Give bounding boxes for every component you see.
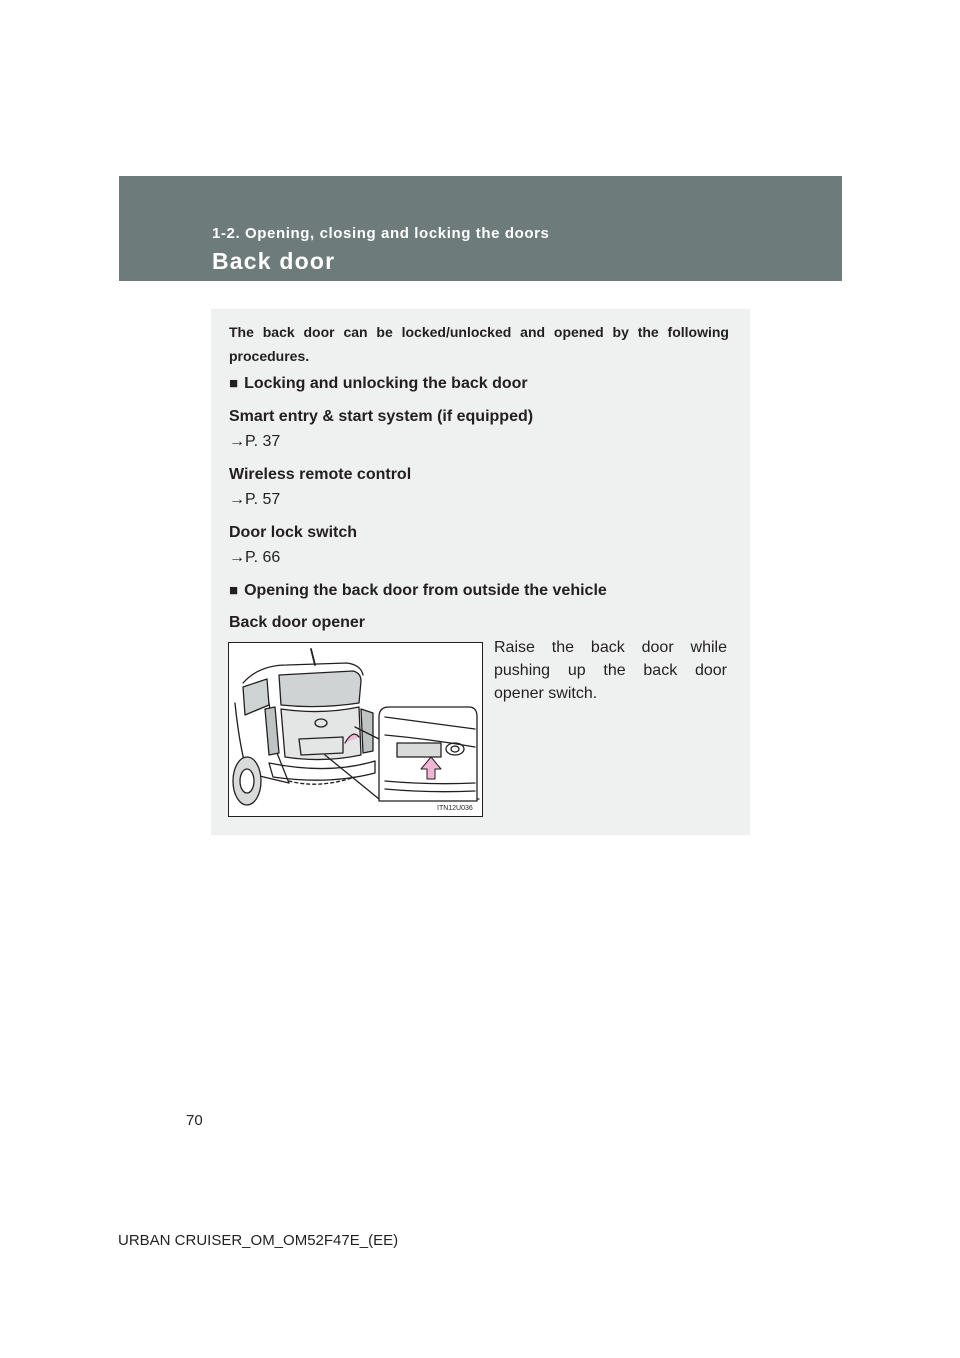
section-label: 1-2. Opening, closing and locking the doors <box>212 225 550 242</box>
page-ref-door-lock-switch: →P. 66 <box>229 549 281 566</box>
back-door-illustration <box>228 642 483 817</box>
opener-description: Raise the back door while pushing up the back door opener switch. <box>494 639 727 702</box>
page-title: Back door <box>212 248 336 274</box>
subheading-opening <box>229 582 607 600</box>
square-bullet-icon: ■ <box>229 582 239 599</box>
item-smart-entry: Smart entry & start system (if equipped) <box>229 408 534 425</box>
subheading-locking-text: Locking and unlocking the back door <box>244 375 528 392</box>
header-band <box>119 176 842 281</box>
item-door-lock-switch: Door lock switch <box>229 524 358 541</box>
subheading-opening-text: Opening the back door from outside the vehicle <box>244 582 607 599</box>
content-panel <box>211 309 750 835</box>
page-ref-wireless-remote: →P. 57 <box>229 491 281 508</box>
item-back-door-opener: Back door opener <box>229 614 366 631</box>
figure-code-label: ITN12U036 <box>437 805 473 812</box>
item-wireless-remote: Wireless remote control <box>229 466 412 483</box>
square-bullet-icon: ■ <box>229 375 239 392</box>
footer-document-code: URBAN CRUISER_OM_OM52F47E_(EE) <box>118 1232 399 1249</box>
page-number: 70 <box>186 1112 203 1129</box>
subheading-locking <box>229 375 528 393</box>
intro-text: The back door can be locked/unlocked and opened by the following procedures. <box>229 324 729 364</box>
page-ref-smart-entry: →P. 37 <box>229 433 281 450</box>
